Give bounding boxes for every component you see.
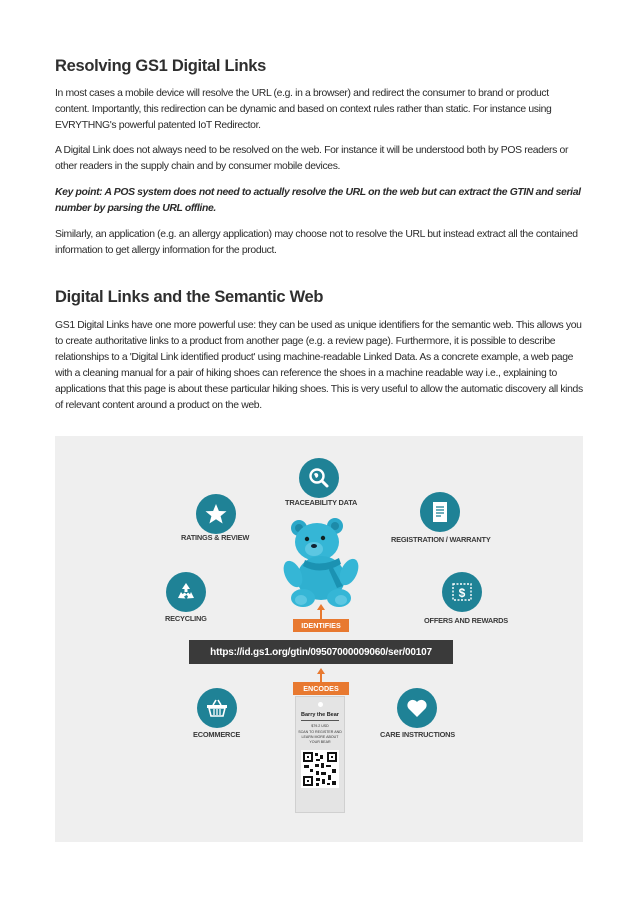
card-title: Barry the Bear: [301, 712, 339, 718]
recycling-node: [166, 572, 206, 612]
identifies-tag: IDENTIFIES: [293, 619, 349, 632]
search-globe-icon: [299, 458, 339, 498]
arrow-up-icon: [317, 668, 325, 682]
registration-node: [420, 492, 460, 532]
heart-icon: [397, 688, 437, 728]
ratings-node: [196, 494, 236, 534]
ratings-label: RATINGS & REVIEW: [181, 533, 250, 542]
paragraph: Similarly, an application (e.g. an allergy application) may choose not to resolve the URL but instead extract all the contained information to get allergy information for the product.: [55, 229, 578, 256]
ecommerce-node: [197, 688, 237, 728]
digital-link-url: https://id.gs1.org/gtin/09507000009060/ser/00107: [189, 640, 453, 664]
care-node: [397, 688, 437, 728]
document-icon: [420, 492, 460, 532]
section-title-semantic-web: Digital Links and the Semantic Web: [55, 288, 324, 306]
star-icon: [196, 494, 236, 534]
teddy-bear-image: [281, 516, 361, 608]
traceability-label: TRACEABILITY DATA: [285, 498, 358, 507]
arrow-up-icon: [317, 604, 325, 620]
key-point: Key point: A POS system does not need to actually resolve the URL on the web but can extract the GTIN and serial number by parsing the URL offline.: [55, 187, 581, 214]
recycling-label: RECYCLING: [165, 614, 207, 623]
encodes-tag: ENCODES: [293, 682, 349, 695]
ecommerce-label: ECOMMERCE: [193, 730, 241, 739]
qr-code-icon: [301, 750, 339, 788]
card-text: SCAN TO REGISTER AND LEARN MORE ABOUT YOUR BEAR: [298, 730, 342, 744]
section-title-resolving: Resolving GS1 Digital Links: [55, 57, 267, 75]
offers-node: [442, 572, 482, 612]
svg-text:$: $: [458, 586, 466, 600]
paragraph: GS1 Digital Links have one more powerful use: they can be used as unique identifiers for the semantic web. This allows you to create authoritative links to a product from another page (e.g. a review page). Furthermore, it is possible to describe relationships to a 'Digital Link identified product' using machine-readable Linked Data. As a concrete example, a web page with a cleaning manual for a pair of hiking shoes can reference the shoes in a machine readable way i.e., explaining to applications that this page is about these particular hiking shoes. This is very useful to allow the automatic discovery all kinds of relevant content around a product on the web.: [55, 320, 583, 411]
care-label: CARE INSTRUCTIONS: [380, 730, 456, 739]
offers-label: OFFERS AND REWARDS: [424, 616, 508, 625]
traceability-node: [299, 458, 339, 498]
basket-icon: [197, 688, 237, 728]
registration-label: REGISTRATION / WARRANTY: [391, 535, 491, 544]
coupon-icon: [442, 572, 482, 612]
recycle-icon: [166, 572, 206, 612]
paragraph: In most cases a mobile device will resolve the URL (e.g. in a browser) and redirect the consumer to brand or product content. Importantly, this redirection can be dynamic and based on context rules rather than static. For instance using EVRYTHNG's powerful patented IoT Redirector.: [55, 88, 552, 131]
product-hang-tag: [295, 696, 345, 813]
card-price: $79.2 USD: [311, 724, 329, 728]
digital-link-diagram: [55, 436, 583, 842]
tag-hole: [318, 702, 323, 707]
paragraph: A Digital Link does not always need to be resolved on the web. For instance it will be understood both by POS readers or other readers in the supply chain and by consumer mobile devices.: [55, 145, 569, 172]
divider: [301, 720, 339, 721]
